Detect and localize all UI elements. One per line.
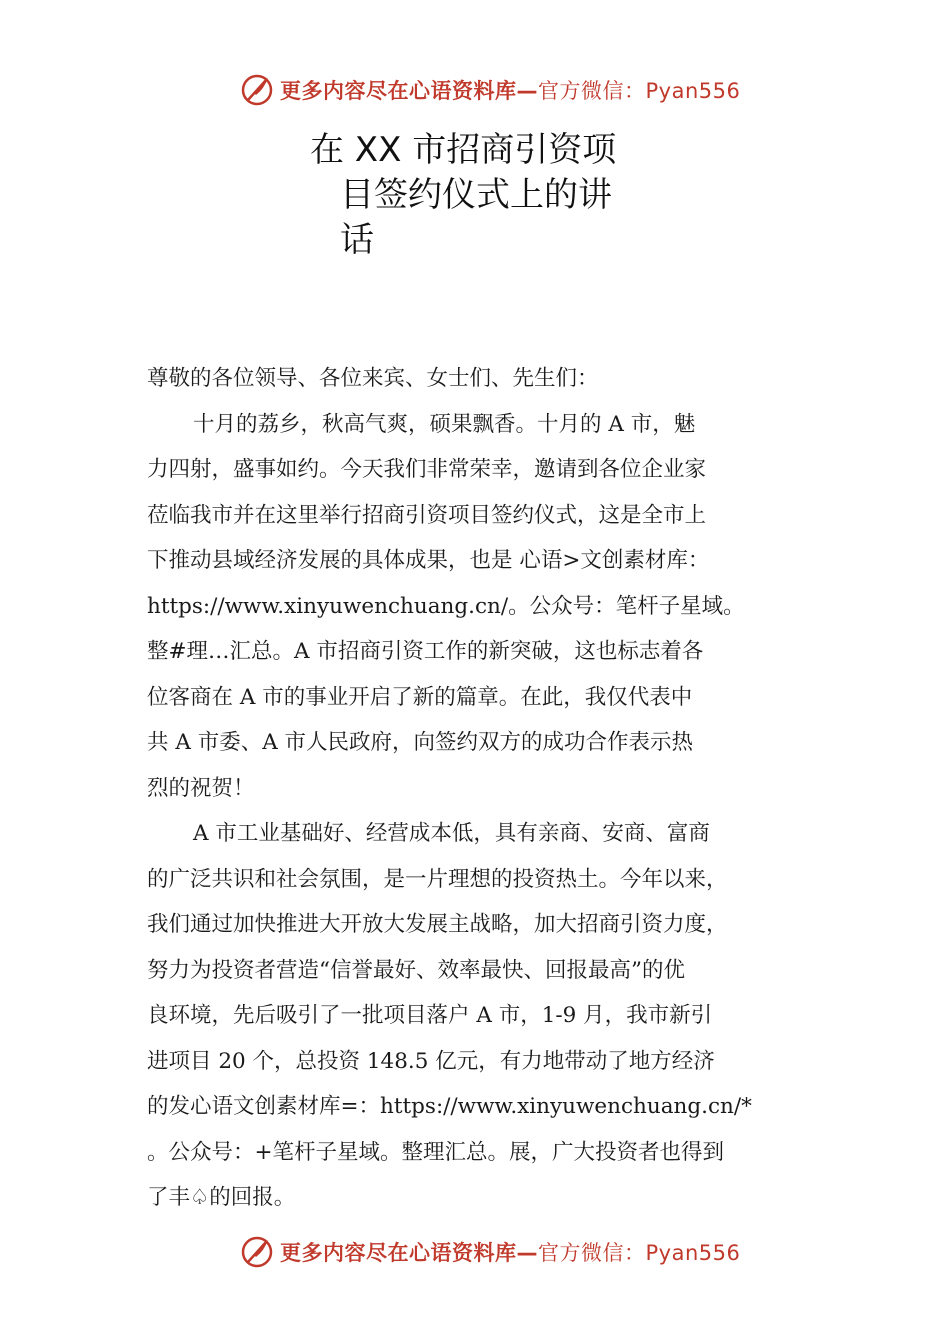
banner-promo: 更多内容尽在心语资料库— bbox=[280, 1241, 538, 1265]
body-line: 努力为投资者营造“信誉最好、效率最快、回报最高”的优 bbox=[147, 957, 685, 983]
banner-promo: 更多内容尽在心语资料库— bbox=[280, 79, 538, 103]
title-line-1: 在 XX 市招商引资项 bbox=[310, 130, 617, 170]
body-line: 整#理…汇总。A 市招商引资工作的新突破，这也标志着各 bbox=[147, 639, 704, 664]
banner-text bbox=[280, 75, 740, 105]
body-line: 了丰♤的回报。 bbox=[147, 1185, 296, 1210]
body-line: A 市工业基础好、经营成本低，具有亲商、安商、富商 bbox=[193, 821, 710, 846]
banner-wechat-id: Pyan556 bbox=[645, 1241, 741, 1265]
title-line-3: 话 bbox=[340, 220, 374, 260]
body-line: 十月的荔乡，秋高气爽，硕果飘香。十月的 A 市，魅 bbox=[193, 411, 696, 437]
body-line: 的广泛共识和社会氛围，是一片理想的投资热土。今年以来， bbox=[147, 866, 728, 892]
banner-wechat-label: 官方微信： bbox=[538, 79, 646, 103]
banner-wechat-label: 官方微信： bbox=[538, 1241, 646, 1265]
speech-body bbox=[147, 356, 847, 1221]
body-line: https://www.xinyuwenchuang.cn/。公众号：笔杆子星域。 bbox=[147, 593, 745, 619]
page-title bbox=[310, 128, 630, 263]
body-line: 力四射，盛事如约。今天我们非常荣幸，邀请到各位企业家 bbox=[147, 457, 707, 482]
quill-logo-icon bbox=[240, 73, 274, 107]
body-line: 良环境，先后吸引了一批项目落户 A 市，1-9 月，我市新引 bbox=[147, 1003, 713, 1028]
body-line: 位客商在 A 市的事业开启了新的篇章。在此，我仅代表中 bbox=[147, 684, 693, 710]
banner-text bbox=[280, 1237, 740, 1267]
title-line-2: 目签约仪式上的讲 bbox=[340, 175, 612, 215]
header-banner bbox=[240, 70, 800, 110]
body-line: 下推动县域经济发展的具体成果，也是 心语>文创素材库： bbox=[147, 548, 710, 573]
quill-logo-icon bbox=[240, 1235, 274, 1269]
body-line: 烈的祝贺！ bbox=[147, 775, 255, 801]
body-line: 我们通过加快推进大开放大发展主战略，加大招商引资力度， bbox=[147, 912, 728, 937]
body-line: 进项目 20 个，总投资 148.5 亿元，有力地带动了地方经济 bbox=[147, 1048, 715, 1074]
body-line: 的发心语文创素材库=：https://www.xinyuwenchuang.cn/* bbox=[147, 1094, 752, 1119]
body-line: 莅临我市并在这里举行招商引资项目签约仪式，这是全市上 bbox=[147, 502, 707, 528]
banner-wechat-id: Pyan556 bbox=[645, 79, 741, 103]
body-line: 尊敬的各位领导、各位来宾、女士们、先生们： bbox=[147, 366, 599, 391]
body-line: 共 A 市委、A 市人民政府，向签约双方的成功合作表示热 bbox=[147, 730, 694, 755]
body-line: 。公众号：+笔杆子星域。整理汇总。展，广大投资者也得到 bbox=[147, 1139, 725, 1165]
footer-banner bbox=[240, 1232, 800, 1272]
